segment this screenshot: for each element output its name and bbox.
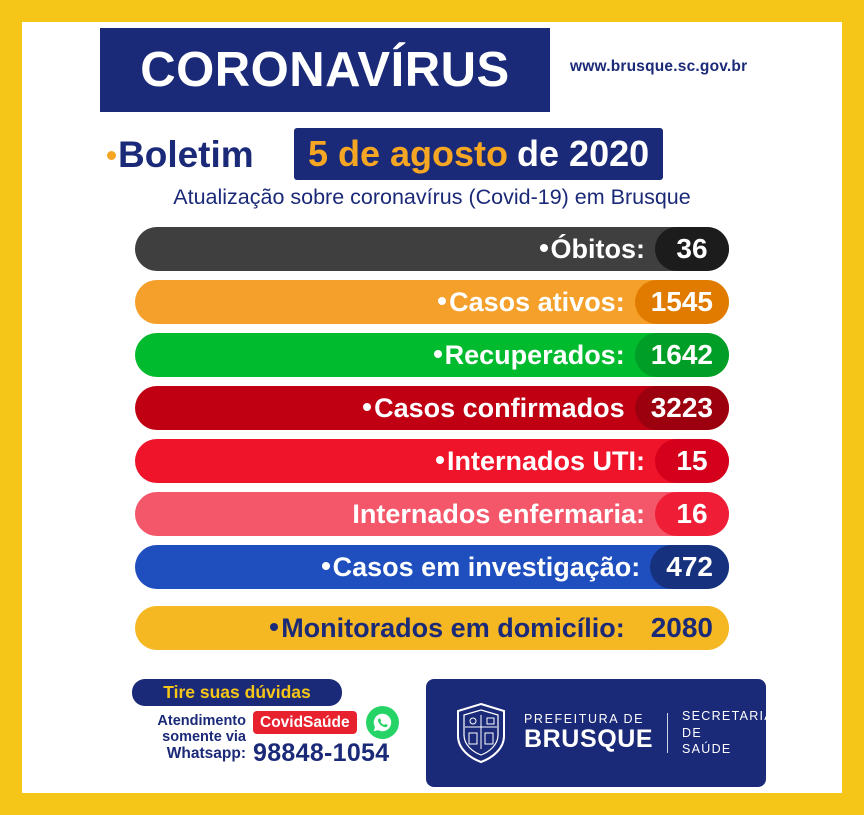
frame-bar-top — [0, 0, 864, 22]
bulletin-label: Boletim — [118, 134, 254, 175]
contact-block — [114, 679, 410, 787]
covidsaude-badge: CovidSaúde — [253, 711, 357, 734]
stat-label: Recuperados: — [444, 339, 625, 370]
bullet-dot-icon — [436, 456, 444, 464]
stat-row-monitorados-domicilio — [135, 606, 729, 650]
prefecture-logo-block — [426, 679, 774, 787]
doubts-banner: Tire suas dúvidas — [132, 679, 342, 706]
bulletin-date-year: de 2020 — [517, 133, 650, 174]
bullet-dot-icon — [434, 350, 442, 358]
website-url[interactable]: www.brusque.sc.gov.br — [570, 58, 748, 75]
stat-label: Internados enfermaria: — [352, 498, 645, 529]
prefecture-name — [524, 713, 653, 753]
stat-label: Monitorados em domicílio: — [281, 612, 625, 643]
stat-value-casos-ativos: 1545 — [635, 280, 729, 324]
stat-label: Casos ativos: — [449, 286, 625, 317]
stat-value-casos-confirmados: 3223 — [635, 386, 729, 430]
bullet-dot-icon — [322, 562, 330, 570]
prefecture-label: PREFEITURA DE — [524, 712, 645, 727]
stat-value-internados-uti: 15 — [655, 439, 729, 483]
service-note-line1: Atendimento — [157, 713, 246, 729]
stat-label-wrap — [322, 551, 641, 582]
stat-value-monitorados-domicilio: 2080 — [635, 606, 729, 650]
poster-header — [22, 22, 842, 114]
frame-bar-left — [0, 0, 22, 815]
bulletin-date-box — [294, 128, 663, 180]
whatsapp-icon — [366, 706, 399, 739]
bullet-dot-icon — [438, 297, 446, 305]
stat-label-wrap — [363, 392, 625, 423]
secretary-line2: SAÚDE — [682, 742, 732, 757]
stat-row-casos-confirmados — [135, 386, 729, 430]
title-banner — [100, 28, 550, 112]
stat-value-recuperados: 1642 — [635, 333, 729, 377]
bullet-dot-icon — [107, 151, 116, 160]
stat-label-wrap — [438, 286, 625, 317]
poster-footer — [22, 677, 842, 793]
secretary-name — [682, 708, 773, 759]
city-name: BRUSQUE — [524, 725, 654, 754]
stat-label: Casos em investigação: — [332, 551, 641, 582]
logo-text-block — [524, 708, 773, 759]
stat-label: Casos confirmados — [374, 392, 625, 423]
stat-label-wrap — [540, 233, 646, 264]
frame-bar-right — [842, 0, 864, 815]
bullet-dot-icon — [270, 623, 278, 631]
stat-value-obitos: 36 — [655, 227, 729, 271]
phone-number: 98848-1054 — [253, 739, 390, 767]
stat-value-casos-investigacao: 472 — [650, 545, 729, 589]
bulletin-date-day: 5 de agosto — [308, 133, 509, 174]
secretary-line1: SECRETARIA DE — [682, 708, 774, 740]
stat-label: Internados UTI: — [446, 445, 645, 476]
stat-label-wrap — [436, 445, 645, 476]
stat-row-recuperados — [135, 333, 729, 377]
statistics-list — [22, 227, 842, 659]
stat-label: Óbitos: — [550, 233, 645, 264]
stat-row-casos-ativos — [135, 280, 729, 324]
stat-row-obitos — [135, 227, 729, 271]
poster-inner — [22, 22, 842, 793]
bulletin-heading — [22, 128, 842, 180]
stat-row-internados-enfermaria — [135, 492, 729, 536]
frame-bar-bottom — [0, 793, 864, 815]
stat-label-wrap — [270, 612, 625, 643]
stat-label-wrap — [352, 498, 645, 529]
stat-row-casos-investigacao — [135, 545, 729, 589]
whatsapp-label: Whatsapp: — [166, 745, 246, 762]
bullet-dot-icon — [363, 403, 371, 411]
service-note — [114, 713, 246, 745]
stat-row-internados-uti — [135, 439, 729, 483]
stat-value-internados-enfermaria: 16 — [655, 492, 729, 536]
bulletin-label-wrap — [107, 134, 254, 176]
bullet-dot-icon — [540, 244, 548, 252]
service-note-line2: somente via — [162, 729, 246, 746]
poster-title: CORONAVÍRUS — [140, 42, 510, 97]
brusque-crest-icon — [454, 702, 508, 764]
logo-divider — [667, 713, 668, 753]
stat-label-wrap — [434, 339, 625, 370]
bulletin-subtitle: Atualização sobre coronavírus (Covid-19) em Brusque — [173, 185, 691, 209]
